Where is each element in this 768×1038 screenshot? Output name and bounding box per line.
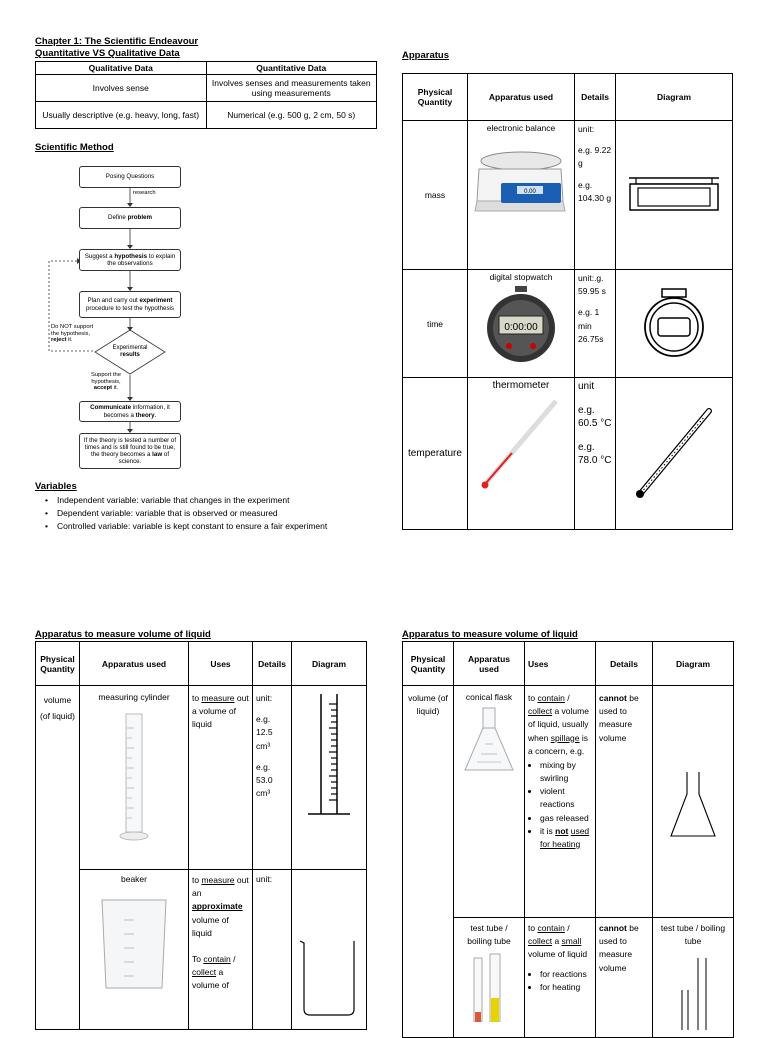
thermometer-photo (476, 395, 566, 495)
flow-communicate: Communicate information, it becomes a theory. (79, 401, 181, 422)
flow-support: Support the hypothesis, accept it. (91, 372, 121, 392)
apparatus-name: test tube / boiling tube (467, 923, 511, 947)
digital-stopwatch-photo (481, 286, 561, 366)
vol-row-beaker (36, 870, 367, 1030)
flow-experimental-results: Experimental results (112, 345, 148, 358)
apparatus-header: Physical Quantity (403, 74, 468, 121)
flow-define-problem: Define problem (79, 207, 181, 229)
apparatus-header: Details (575, 74, 616, 121)
beaker-photo (94, 894, 174, 994)
flowchart (35, 160, 235, 475)
volume-table-right (402, 641, 734, 1038)
apparatus-row-temperature (403, 378, 733, 530)
quantity-cell: temperature (403, 378, 468, 530)
qvq-table (35, 61, 377, 129)
vol-header: Apparatus used (454, 642, 525, 686)
detail-text: e.g. 53.0 cm³ (256, 761, 273, 799)
flow-law: If the theory is tested a number of times and is still found to be true, the theory becomes a law of science. (79, 433, 181, 469)
apparatus-name: conical flask (465, 692, 513, 702)
variables-list (45, 494, 375, 533)
apparatus-row-mass (403, 121, 733, 270)
electronic-balance-photo (473, 139, 569, 219)
beaker-diagram (296, 939, 362, 1019)
flow-plan-experiment: Plan and carry out experiment procedure to test the hypothesis (79, 291, 181, 318)
vol-row-conical-flask (403, 686, 734, 918)
conical-flask-photo (461, 704, 517, 774)
conical-flask-diagram (667, 770, 719, 840)
vol-uses: to contain / collect a small volume of liquid • for reactions • for heating (525, 918, 596, 1038)
vol-header: Details (253, 642, 292, 686)
vol-header: Diagram (653, 642, 734, 686)
apparatus-table (402, 73, 733, 530)
detail-text: e.g. 104.30 g (578, 179, 612, 203)
test-tube-use-list (528, 968, 592, 994)
vol-details: cannot be used to measure volume (596, 918, 653, 1038)
vol-quantity-cell: volume (of liquid) (36, 686, 80, 1030)
flow-not-support: Do NOT support the hypothesis, reject it. (51, 324, 99, 344)
detail-text: e.g. 9.22 g (578, 145, 612, 169)
vol-header: Uses (525, 642, 596, 686)
detail-text: unit: (256, 693, 273, 703)
detail-text: e.g. 78.0 °C (578, 441, 612, 466)
flow-suggest-hypothesis: Suggest a hypothesis to explain the observations (79, 249, 181, 271)
flask-use-item: • gas released (540, 812, 592, 825)
volume-table-left (35, 641, 367, 1030)
apparatus-name: electronic balance (486, 123, 556, 133)
flow-research-label: research (133, 190, 156, 196)
vol-right-heading: Apparatus to measure volume of liquid (402, 629, 578, 640)
flask-use-item: • violent reactions (540, 785, 592, 811)
apparatus-header: Apparatus used (468, 74, 575, 121)
quantity-cell: mass (403, 121, 468, 270)
apparatus-name: measuring cylinder (98, 692, 170, 702)
variable-item: • Dependent variable: variable that is observed or measured (45, 508, 278, 518)
stopwatch-diagram (634, 287, 714, 359)
detail-text: e.g. 1 min 26.75s (578, 307, 604, 344)
detail-text: unit (578, 381, 595, 392)
vol-quantity-cell: volume (of liquid) (403, 686, 454, 1038)
quantity-cell: time (403, 270, 468, 378)
vol-uses: to measure out a volume of liquid (189, 686, 253, 870)
qvq-cell: Usually descriptive (e.g. heavy, long, fast) (36, 102, 207, 129)
vol-header: Physical Quantity (403, 642, 454, 686)
stopwatch-display: 0:00:00 (504, 322, 538, 333)
sci-method-heading: Scientific Method (35, 142, 114, 153)
measuring-cylinder-diagram (306, 692, 352, 822)
apparatus-header: Diagram (616, 74, 733, 121)
test-tube-use-item: • for heating (540, 981, 592, 994)
variable-item: • Controlled variable: variable is kept constant to ensure a fair experiment (45, 521, 328, 531)
apparatus-name: thermometer (492, 380, 550, 391)
qvq-heading: Quantitative VS Qualitative Data (35, 48, 180, 59)
qvq-col-quantitative: Quantitative Data (206, 62, 377, 75)
test-tube-use-item: • for reactions (540, 968, 592, 981)
qvq-cell: Numerical (e.g. 500 g, 2 cm, 50 s) (206, 102, 377, 129)
vol-uses: to measure out an approximate volume of liquid To contain / collect a volume of (189, 870, 253, 1030)
test-tube-diagram (668, 950, 718, 1030)
vol-header: Diagram (292, 642, 367, 686)
qvq-cell: Involves sense (36, 75, 207, 102)
variable-item: • Independent variable: variable that changes in the experiment (45, 495, 290, 505)
balance-display: 0.00 (524, 189, 536, 195)
qvq-cell: Involves senses and measurements taken using measurements (206, 75, 377, 102)
apparatus-name: beaker (121, 874, 147, 884)
balance-diagram (624, 174, 724, 214)
flask-use-list (528, 759, 592, 851)
detail-text: unit: (253, 870, 292, 1030)
detail-text: e.g. 60.5 °C (578, 404, 612, 429)
apparatus-heading: Apparatus (402, 50, 449, 61)
detail-text: e.g. 12.5 cm³ (256, 714, 273, 751)
apparatus-name: digital stopwatch (489, 272, 553, 282)
vol-header: Apparatus used (80, 642, 189, 686)
test-tube-photo (464, 952, 514, 1022)
page-title: Chapter 1: The Scientific Endeavour (35, 36, 199, 47)
vol-row-measuring-cylinder (36, 686, 367, 870)
vol-header: Details (596, 642, 653, 686)
vol-header: Uses (189, 642, 253, 686)
flask-use-item: • it is not used for heating (540, 825, 592, 851)
measuring-cylinder-photo (114, 708, 154, 848)
apparatus-row-time (403, 270, 733, 378)
detail-text: unit: (578, 124, 595, 134)
diagram-label: test tube / boiling tube (660, 923, 726, 947)
thermometer-diagram (629, 403, 719, 503)
vol-header: Physical Quantity (36, 642, 80, 686)
flow-posing-questions: Posing Questions (79, 166, 181, 188)
vol-uses: to contain / collect a volume of liquid, usually when spillage is a concern, e.g. • mixing by swirling • violent reactions • gas released • it is not used for heating (525, 686, 596, 918)
vol-left-heading: Apparatus to measure volume of liquid (35, 629, 211, 640)
vol-details: cannot be used to measure volume (596, 686, 653, 918)
qvq-col-qualitative: Qualitative Data (36, 62, 207, 75)
flask-use-item: • mixing by swirling (540, 759, 592, 785)
detail-text: unit:.g. 59.95 s (578, 273, 606, 297)
variables-heading: Variables (35, 481, 77, 492)
